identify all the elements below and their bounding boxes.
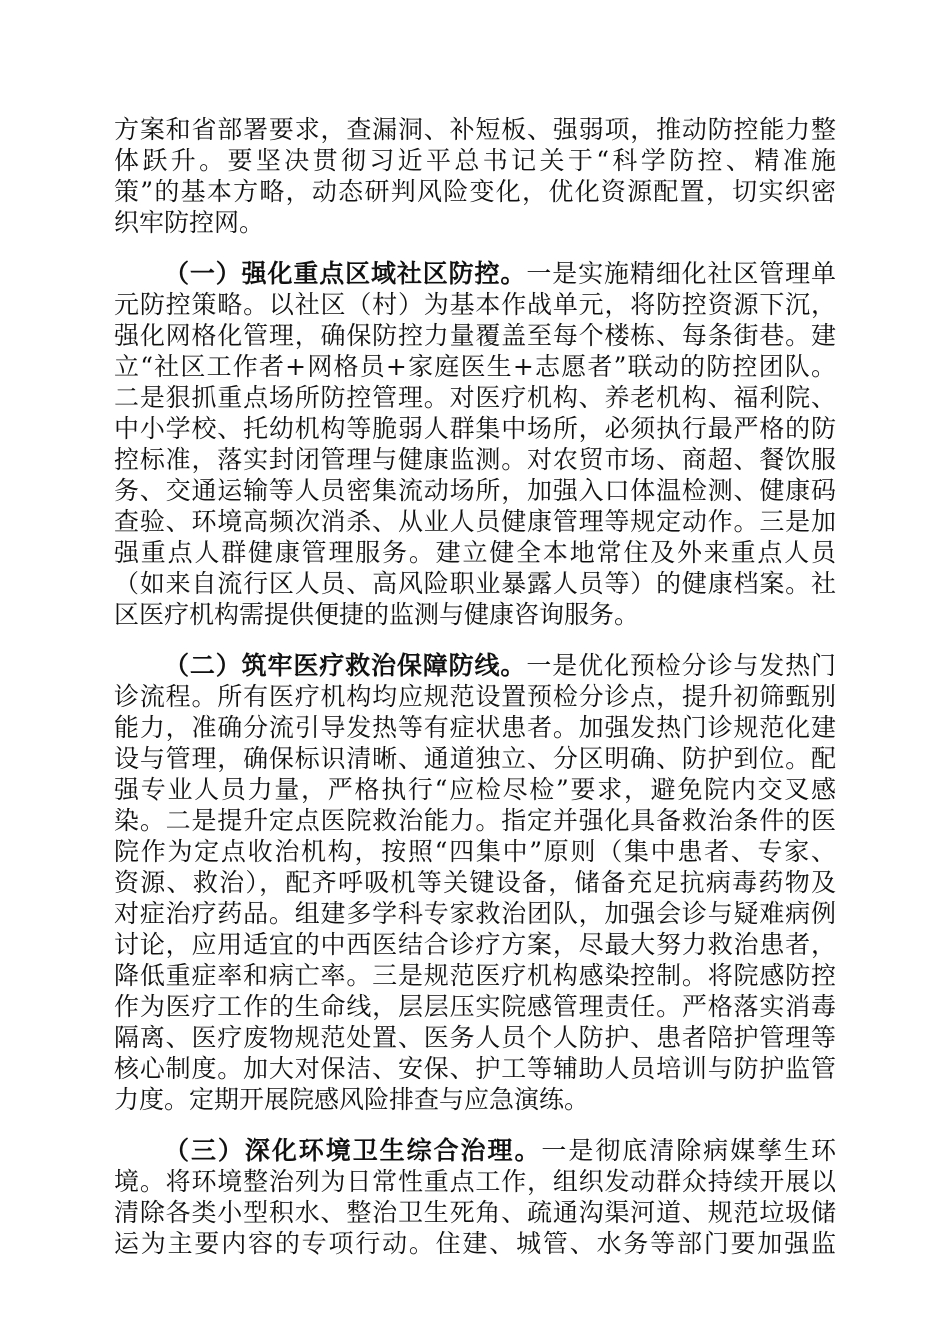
- text-line: 立“社区工作者+网格员+家庭医生+志愿者”联动的防控团队。: [114, 352, 836, 381]
- text-line: （如来自流行区人员、高风险职业暴露人员等）的健康档案。社: [114, 569, 836, 598]
- text-line: 染。二是提升定点医院救治能力。指定并强化具备救治条件的医: [114, 806, 836, 835]
- section-1-paragraph: [114, 258, 836, 630]
- text-line: 设与管理，确保标识清晰、通道独立、分区明确、防护到位。配: [114, 744, 836, 773]
- section-heading: （一）强化重点区域社区防控。: [164, 259, 527, 288]
- text-line: 力度。定期开展院感风险排查与应急演练。: [114, 1085, 590, 1114]
- text-line: 降低重症率和病亡率。三是规范医疗机构感染控制。将院感防控: [114, 961, 836, 990]
- text-line: 资源、救治），配齐呼吸机等关键设备，储备充足抗病毒药物及: [114, 868, 836, 897]
- text-line: 清除各类小型积水、整治卫生死角、疏通沟渠河道、规范垃圾储: [114, 1198, 836, 1227]
- document-page: [114, 114, 836, 1259]
- text-line: 院作为定点收治机构，按照“四集中”原则（集中患者、专家、: [114, 837, 836, 866]
- section-first-line-text: 一是优化预检分诊与发热门: [526, 651, 836, 680]
- text-line: 体跃升。要坚决贯彻习近平总书记关于“科学防控、精准施: [114, 146, 836, 175]
- section-first-line-text: 一是彻底清除病媒孳生环: [541, 1136, 836, 1165]
- text-line: 对症治疗药品。组建多学科专家救治团队，加强会诊与疑难病例: [114, 899, 836, 928]
- section-first-line: [114, 258, 836, 289]
- text-line: 二是狠抓重点场所防控管理。对医疗机构、养老机构、福利院、: [114, 383, 836, 412]
- section-heading: （二）筑牢医疗救治保障防线。: [164, 651, 527, 680]
- text-line: 强化网格化管理，确保防控力量覆盖至每个楼栋、每条街巷。建: [114, 321, 836, 350]
- text-line: 讨论，应用适宜的中西医结合诊疗方案，尽最大努力救治患者，: [114, 930, 836, 959]
- section-first-line: [114, 1135, 836, 1166]
- section-heading: （三）深化环境卫生综合治理。: [164, 1136, 542, 1165]
- section-first-line-text: 一是实施精细化社区管理单: [526, 259, 836, 288]
- text-line: 核心制度。加大对保洁、安保、护工等辅助人员培训与防护监管: [114, 1054, 836, 1083]
- text-line: 强专业人员力量，严格执行“应检尽检”要求，避免院内交叉感: [114, 775, 836, 804]
- text-line: 方案和省部署要求，查漏洞、补短板、强弱项，推动防控能力整: [114, 115, 836, 144]
- text-line: 务、交通运输等人员密集流动场所，加强入口体温检测、健康码: [114, 476, 836, 505]
- text-line: 诊流程。所有医疗机构均应规范设置预检分诊点，提升初筛甄别: [114, 682, 836, 711]
- text-line: 能力，准确分流引导发热等有症状患者。加强发热门诊规范化建: [114, 713, 836, 742]
- text-line: 中小学校、托幼机构等脆弱人群集中场所，必须执行最严格的防: [114, 414, 836, 443]
- text-line: 境。将环境整治列为日常性重点工作，组织发动群众持续开展以: [114, 1167, 836, 1196]
- text-line: 元防控策略。以社区（村）为基本作战单元，将防控资源下沉，: [114, 290, 836, 319]
- text-line: 查验、环境高频次消杀、从业人员健康管理等规定动作。三是加: [114, 507, 836, 536]
- text-line: 策”的基本方略，动态研判风险变化，优化资源配置，切实织密: [114, 177, 836, 206]
- section-3-paragraph: [114, 1135, 836, 1259]
- text-line: 区医疗机构需提供便捷的监测与健康咨询服务。: [114, 600, 640, 629]
- text-line: 强重点人群健康管理服务。建立健全本地常住及外来重点人员: [114, 538, 836, 567]
- intro-paragraph: [114, 114, 836, 238]
- section-2-paragraph: [114, 650, 836, 1115]
- text-line: 运为主要内容的专项行动。住建、城管、水务等部门要加强监: [114, 1229, 836, 1258]
- text-line: 隔离、医疗废物规范处置、医务人员个人防护、患者陪护管理等: [114, 1023, 836, 1052]
- text-line: 控标准，落实封闭管理与健康监测。对农贸市场、商超、餐饮服: [114, 445, 836, 474]
- text-line: 作为医疗工作的生命线，层层压实院感管理责任。严格落实消毒: [114, 992, 836, 1021]
- section-first-line: [114, 650, 836, 681]
- text-line: 织牢防控网。: [114, 208, 265, 237]
